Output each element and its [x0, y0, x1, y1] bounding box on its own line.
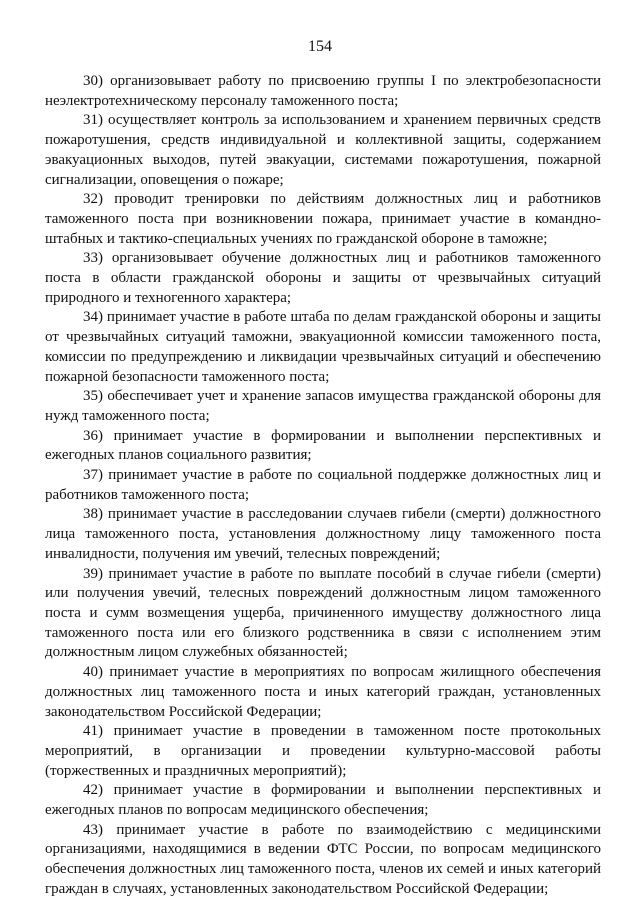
clause-32: 32) проводит тренировки по действиям должностных лиц и работников таможенного поста при возникновении пожара, принимает участие в командно-штабных и тактико-специальных учениях по гражданской обороне в таможне;	[45, 191, 601, 247]
clause-43: 43) принимает участие в работе по взаимодействию с медицинскими организациями, находящимися в ведении ФТС России, по вопросам медицинского обеспечения должностных лиц таможенного поста, членов их семей и иных категорий граждан в случаях, установленных законодательством Российской Федерации;	[45, 821, 601, 897]
clause-30: 30) организовывает работу по присвоению группы I по электробезопасности неэлектротехническому персоналу таможенного поста;	[45, 73, 601, 109]
document-body	[45, 72, 601, 900]
clause-35: 35) обеспечивает учет и хранение запасов имущества гражданской обороны для нужд таможенного поста;	[45, 388, 601, 424]
clause-33: 33) организовывает обучение должностных лиц и работников таможенного поста в области гражданской обороны и защиты от чрезвычайных ситуаций природного и техногенного характера;	[45, 250, 601, 306]
page-number: 154	[308, 38, 332, 55]
clause-36: 36) принимает участие в формировании и выполнении перспективных и ежегодных планов социального развития;	[45, 427, 601, 464]
clause-37: 37) принимает участие в работе по социальной поддержке должностных лиц и работников таможенного поста;	[45, 467, 601, 503]
clause-39: 39) принимает участие в работе по выплате пособий в случае гибели (смерти) или получения увечий, телесных повреждений должностным лицом таможенного поста и сумм возмещения ущерба, причиненного имуществу должностного лица таможенного поста или его близкого родственника в связи с исполнением этим должностным лицом служебных обязанностей;	[45, 565, 601, 661]
clause-31: 31) осуществляет контроль за использованием и хранением первичных средств пожаротушения, средств индивидуальной и коллективной защиты, содержанием эвакуационных выходов, путей эвакуации, системами пожаротушения, пожарной сигнализации, оповещения о пожаре;	[45, 112, 601, 188]
clause-38: 38) принимает участие в расследовании случаев гибели (смерти) должностного лица таможенного поста, установления должностному лицу таможенного поста инвалидности, получения им увечий, телесных повреждений;	[45, 506, 601, 562]
clause-42: 42) принимает участие в формировании и выполнении перспективных и ежегодных планов по вопросам медицинского обеспечения;	[45, 782, 601, 819]
clause-40: 40) принимает участие в мероприятиях по вопросам жилищного обеспечения должностных лиц таможенного поста и иных категорий граждан, установленных законодательством Российской Федерации;	[45, 664, 601, 720]
clause-41: 41) принимает участие в проведении в таможенном посте протокольных мероприятий, в организации и проведении культурно-массовой работы (торжественных и праздничных мероприятий);	[45, 723, 601, 779]
clause-34: 34) принимает участие в работе штаба по делам гражданской обороны и защиты от чрезвычайных ситуаций таможни, эвакуационной комиссии таможенного поста, комиссии по предупреждению и ликвидации чрезвычайных ситуаций и обеспечению пожарной безопасности таможенного поста;	[45, 309, 601, 385]
